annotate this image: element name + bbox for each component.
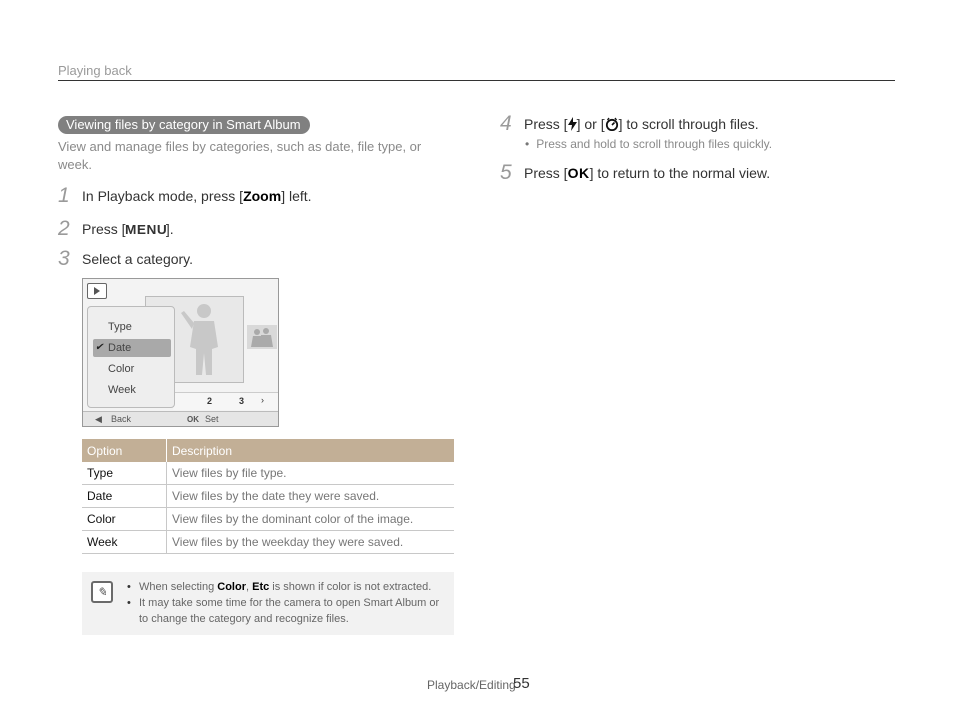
option-cell: Color [82, 508, 167, 531]
description-cell: View files by the date they were saved. [167, 485, 455, 508]
page-number: 55 [513, 675, 530, 692]
ok-key: OK [567, 165, 590, 181]
step-text-pre: Press [ [524, 165, 568, 181]
step-text [524, 165, 770, 181]
table-header-row [82, 439, 454, 462]
thumb-number: 3 [239, 396, 245, 406]
note-item-2: • It may take some time for the camera to open Smart Album or to change the category and recognize files. [127, 595, 449, 627]
chevron-right-icon: › [261, 395, 264, 405]
step-4-sub-bullet: • Press and hold to scroll through files quickly. [525, 137, 772, 151]
camera-bottom-bar [83, 411, 278, 427]
description-cell: View files by the dominant color of the image. [167, 508, 455, 531]
step-text: Select a category. [82, 251, 194, 267]
step-text-pre: Press [ [524, 116, 568, 132]
description-cell: View files by file type. [167, 462, 455, 485]
zoom-key: Zoom [243, 188, 282, 204]
note-text: is shown if color is not extracted. [269, 581, 432, 593]
step-number: 2 [58, 217, 70, 240]
menu-item-label: Type [108, 321, 132, 333]
note-text: When selecting [139, 581, 218, 593]
playback-icon [87, 283, 107, 299]
note-box [82, 572, 454, 635]
timer-icon [605, 117, 619, 131]
note-list [127, 579, 449, 627]
section-title: Viewing files by category in Smart Album [58, 116, 310, 134]
step-text [82, 188, 312, 204]
camera-screen [82, 278, 279, 427]
triangle-left-icon: ◀ [95, 414, 102, 424]
table-row [82, 485, 454, 508]
option-cell: Week [82, 531, 167, 554]
note-bold-etc: Etc [252, 581, 270, 593]
category-menu [87, 306, 175, 408]
table-row [82, 508, 454, 531]
step-text-post: ] to return to the normal view. [589, 165, 771, 181]
running-header: Playing back [58, 63, 132, 78]
check-icon: ✔ [95, 342, 104, 353]
options-table [82, 439, 454, 554]
step-text [524, 116, 759, 132]
table-row [82, 462, 454, 485]
step-text-pre: In Playback mode, press [ [82, 188, 244, 204]
back-label: Back [111, 414, 132, 424]
footer-section: Playback/Editing [427, 678, 516, 692]
step-text-post: ]. [165, 221, 174, 237]
flash-icon [568, 117, 577, 131]
step-number: 3 [58, 247, 70, 270]
table-row [82, 531, 454, 554]
step-text-pre: Press [ [82, 221, 126, 237]
header-rule [58, 80, 895, 81]
menu-item-type[interactable] [93, 318, 171, 336]
note-item-1 [127, 579, 449, 595]
option-cell: Date [82, 485, 167, 508]
menu-item-date[interactable] [93, 339, 171, 357]
step-text-post: ] left. [281, 188, 312, 204]
menu-item-label: Date [108, 342, 132, 354]
step-text [82, 221, 174, 237]
menu-item-color[interactable] [93, 360, 171, 378]
step-text-post: ] to scroll through files. [618, 116, 759, 132]
menu-key: MENU [124, 222, 167, 237]
note-separator: , [246, 581, 253, 593]
set-label: Set [205, 414, 219, 424]
thumb-number: 2 [207, 396, 213, 406]
menu-item-week[interactable] [93, 381, 171, 399]
option-cell: Type [82, 462, 167, 485]
step-number: 1 [58, 184, 70, 207]
step-number: 5 [500, 161, 512, 184]
description-cell: View files by the weekday they were saved. [167, 531, 455, 554]
menu-item-label: Color [108, 363, 135, 375]
col-header-option: Option [82, 439, 167, 462]
ok-button-icon: OK [187, 415, 199, 424]
menu-item-label: Week [108, 384, 136, 396]
note-bold-color: Color [217, 581, 246, 593]
col-header-description: Description [167, 439, 455, 462]
group-silhouette-icon [247, 325, 277, 349]
thumbnail-strip [173, 392, 278, 410]
intro-text: View and manage files by categories, such as date, file type, or week. [58, 139, 422, 172]
step-text-mid: ] or [ [576, 116, 605, 132]
step-number: 4 [500, 112, 512, 135]
note-pencil-icon: ✎ [91, 581, 113, 603]
thumbnail-photo [247, 325, 277, 349]
